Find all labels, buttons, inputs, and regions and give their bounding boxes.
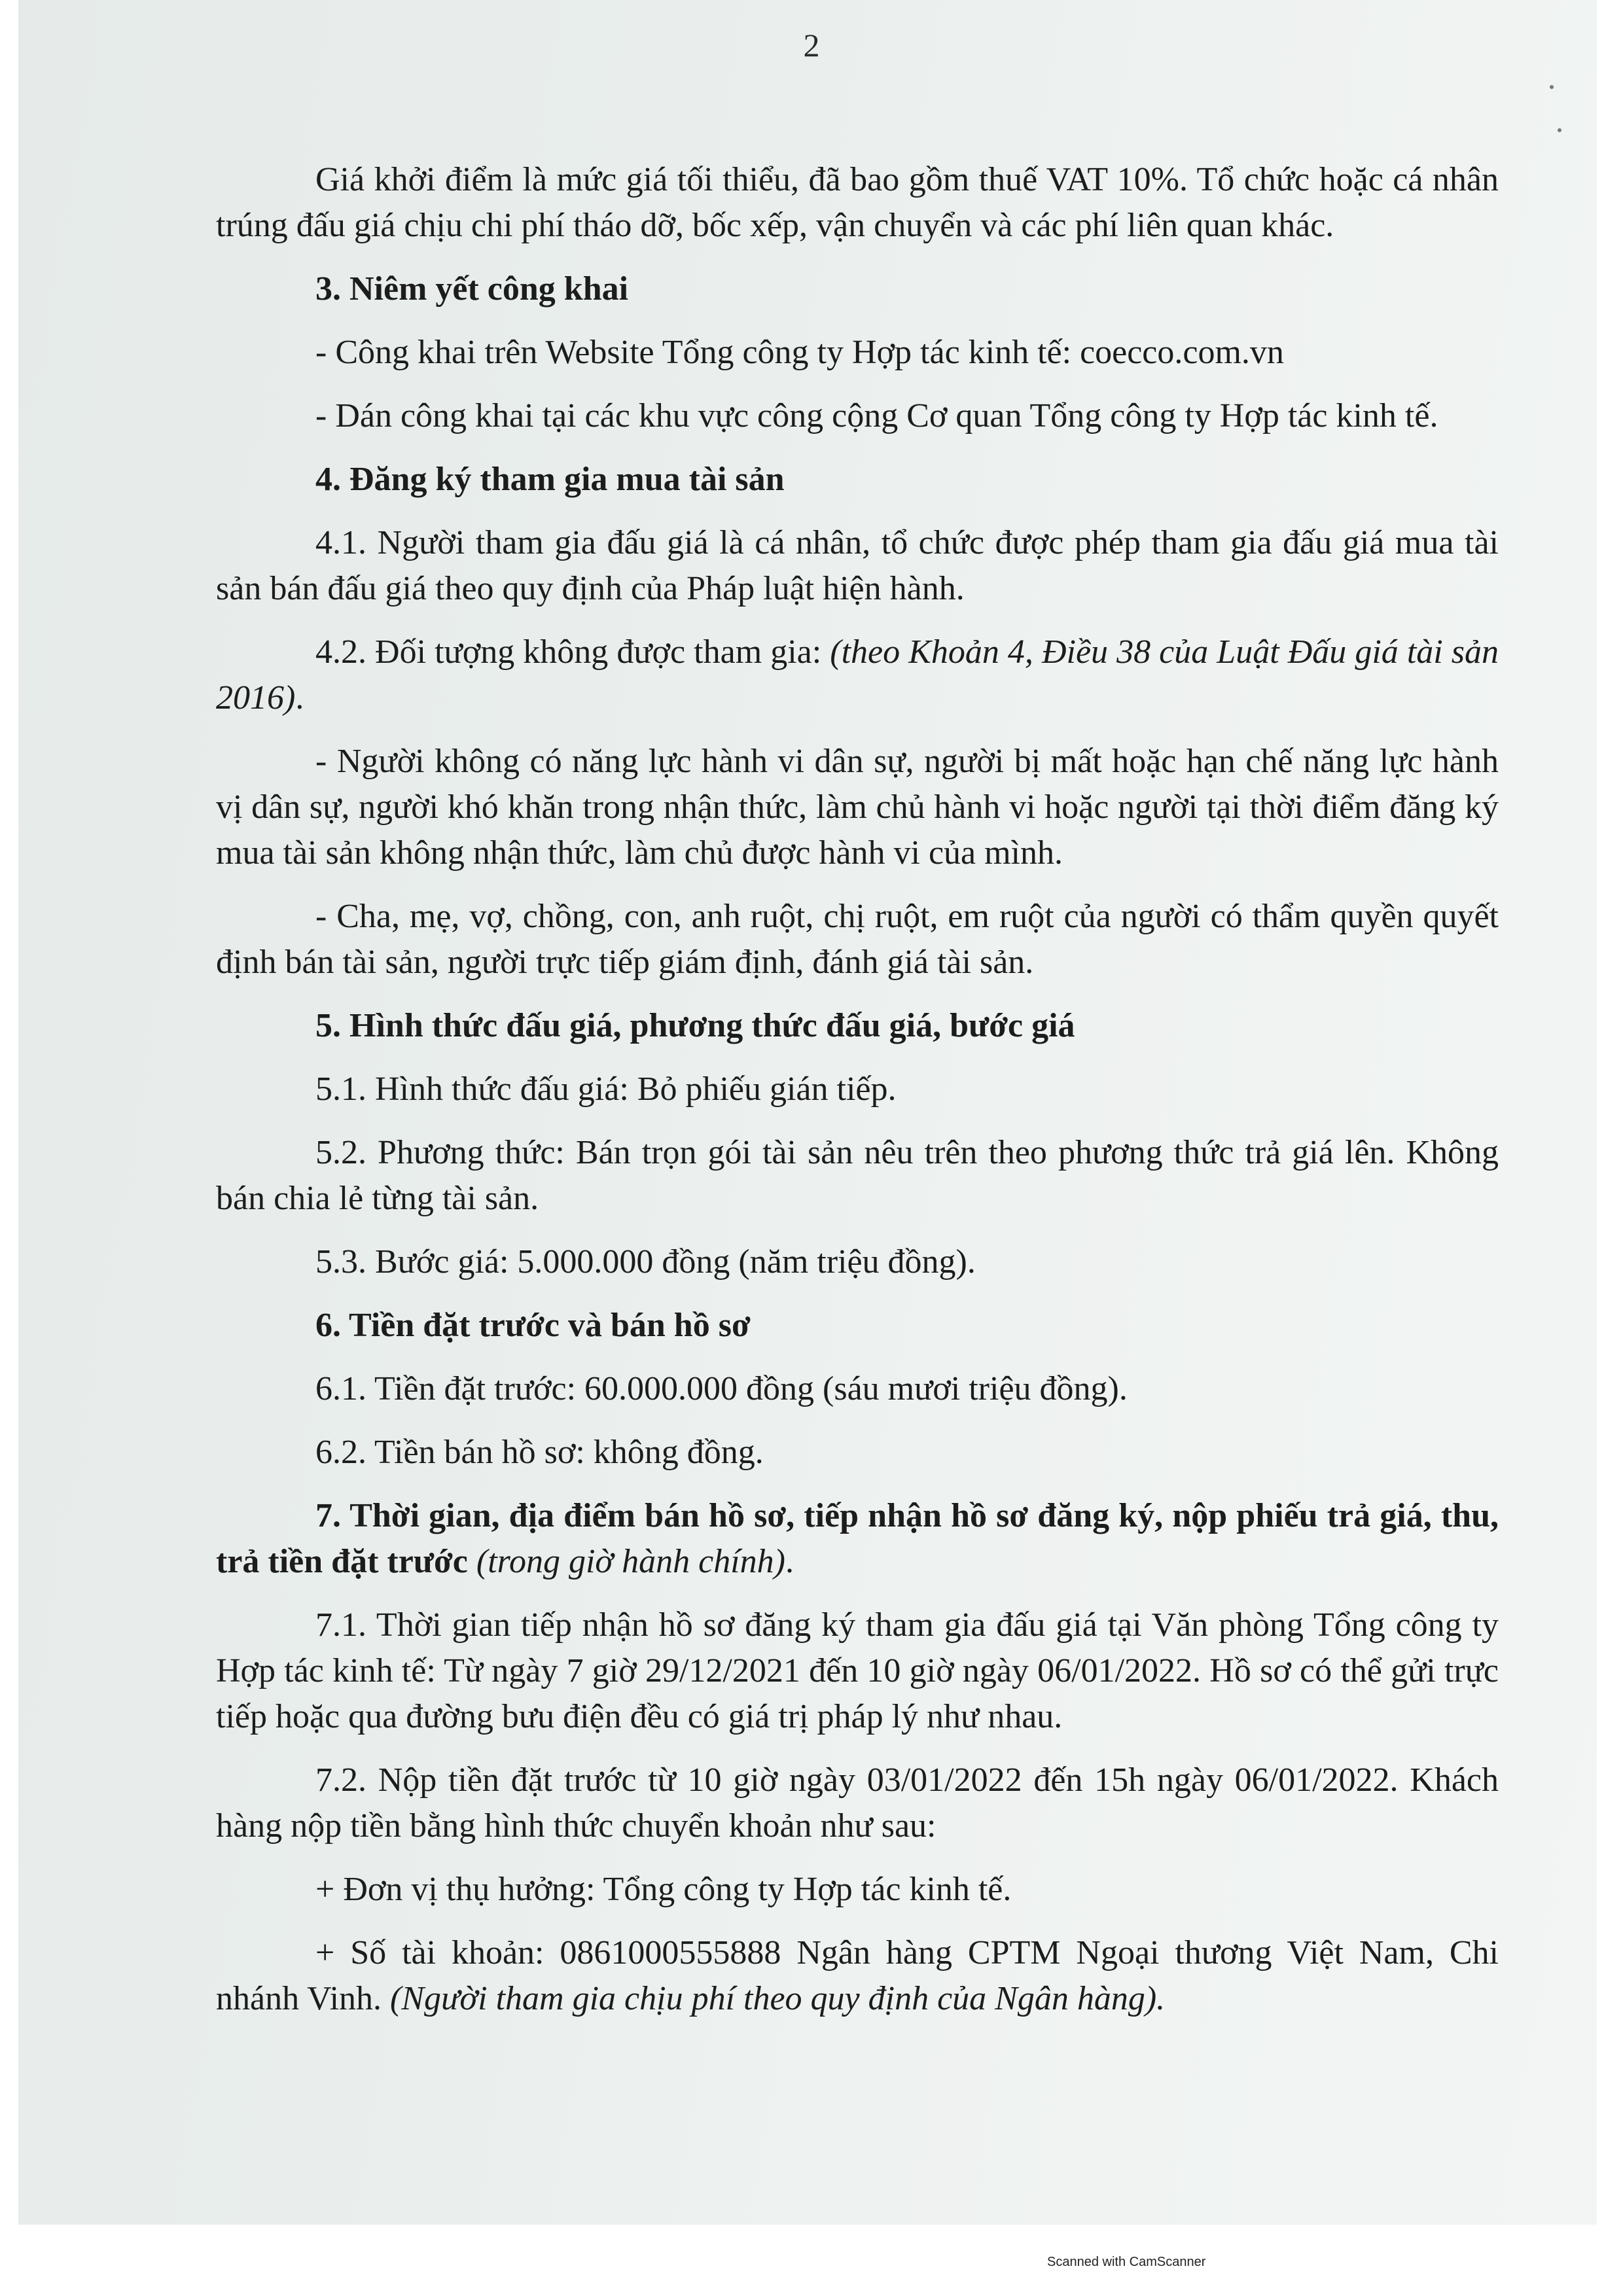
paragraph-5-3: 5.3. Bước giá: 5.000.000 đồng (năm triệu đồng). — [315, 1243, 976, 1280]
scanner-watermark: Scanned with CamScanner — [1047, 2255, 1206, 2269]
paragraph-3-public-posting: - Dán công khai tại các khu vực công cộng Cơ quan Tổng công ty Hợp tác kinh tế. — [315, 397, 1438, 434]
paragraph-6-2: 6.2. Tiền bán hồ sơ: không đồng. — [315, 1434, 764, 1471]
paragraph-4-1: 4.1. Người tham gia đấu giá là cá nhân, tổ chức được phép tham gia đấu giá mua tài sản bán đấu giá theo quy định của Pháp luật hiện hành. — [216, 524, 1499, 607]
document-body — [216, 157, 1499, 2040]
paragraph-4-2-item-a: - Người không có năng lực hành vi dân sự, người bị mất hoặc hạn chế năng lực hành vị dân sự, người khó khăn trong nhận thức, làm chủ hành vi hoặc người tại thời điểm đăng ký mua tài sản không nhận thức, làm chủ được hành vi của mình. — [216, 743, 1499, 872]
paragraph-4-2 — [216, 629, 1499, 721]
paragraph-7-1: 7.1. Thời gian tiếp nhận hồ sơ đăng ký tham gia đấu giá tại Văn phòng Tổng công ty Hợp tác kinh tế: Từ ngày 7 giờ 29/12/2021 đến 10 giờ ngày 06/01/2022. Hồ sơ có thể gửi trực tiếp hoặc qua đường bưu điện đều có giá trị pháp lý như nhau. — [216, 1606, 1499, 1735]
section-heading-7-note: (trong giờ hành chính) — [467, 1543, 785, 1580]
paragraph-4-2-citation: (theo Khoản 4, Điều 38 của Luật Đấu giá tài sản 2016) — [216, 633, 1499, 716]
paragraph-7-2-account-text: + Số tài khoản: 0861000555888 Ngân hàng CPTM Ngoại thương Việt Nam, Chi nhánh Vinh. — [216, 1934, 1499, 2017]
paragraph-3-website: - Công khai trên Website Tổng công ty Hợp tác kinh tế: coecco.com.vn — [315, 334, 1284, 371]
paragraph-5-2: 5.2. Phương thức: Bán trọn gói tài sản nêu trên theo phương thức trả giá lên. Không bán chia lẻ từng tài sản. — [216, 1134, 1499, 1217]
paragraph-7-2-account-note: (Người tham gia chịu phí theo quy định của Ngân hàng). — [390, 1980, 1166, 2017]
section-heading-7-text: 7. Thời gian, địa điểm bán hồ sơ, tiếp nhận hồ sơ đăng ký, nộp phiếu trả giá, thu, trả tiền đặt trước — [216, 1497, 1499, 1580]
paragraph-7-2-beneficiary: + Đơn vị thụ hưởng: Tổng công ty Hợp tác kinh tế. — [315, 1871, 1012, 1908]
section-heading-7-end: . — [785, 1543, 794, 1580]
section-heading-4: 4. Đăng ký tham gia mua tài sản — [315, 461, 785, 498]
paragraph-4-2-text: 4.2. Đối tượng không được tham gia: — [315, 633, 830, 671]
section-heading-7 — [216, 1493, 1499, 1585]
section-heading-5: 5. Hình thức đấu giá, phương thức đấu giá, bước giá — [315, 1007, 1075, 1044]
paragraph-6-1: 6.1. Tiền đặt trước: 60.000.000 đồng (sáu mươi triệu đồng). — [315, 1370, 1128, 1407]
paragraph-7-2: 7.2. Nộp tiền đặt trước từ 10 giờ ngày 03/01/2022 đến 15h ngày 06/01/2022. Khách hàng nộp tiền bằng hình thức chuyển khoản như sau: — [216, 1761, 1499, 1845]
section-heading-3: 3. Niêm yết công khai — [315, 270, 629, 308]
paragraph-starting-price: Giá khởi điểm là mức giá tối thiểu, đã bao gồm thuế VAT 10%. Tổ chức hoặc cá nhân trúng đấu giá chịu chi phí tháo dỡ, bốc xếp, vận chuyển và các phí liên quan khác. — [216, 161, 1499, 244]
paragraph-7-2-account — [216, 1930, 1499, 2022]
scan-speck — [1558, 128, 1561, 132]
section-heading-6: 6. Tiền đặt trước và bán hồ sơ — [315, 1307, 751, 1344]
scan-speck — [1550, 85, 1554, 89]
paragraph-4-2-end: . — [295, 679, 304, 716]
page-number: 2 — [803, 27, 820, 63]
paragraph-5-1: 5.1. Hình thức đấu giá: Bỏ phiếu gián tiếp. — [315, 1070, 897, 1108]
paragraph-4-2-item-b: - Cha, mẹ, vợ, chồng, con, anh ruột, chị ruột, em ruột của người có thẩm quyền quyết định bán tài sản, người trực tiếp giám định, đánh giá tài sản. — [216, 898, 1499, 981]
